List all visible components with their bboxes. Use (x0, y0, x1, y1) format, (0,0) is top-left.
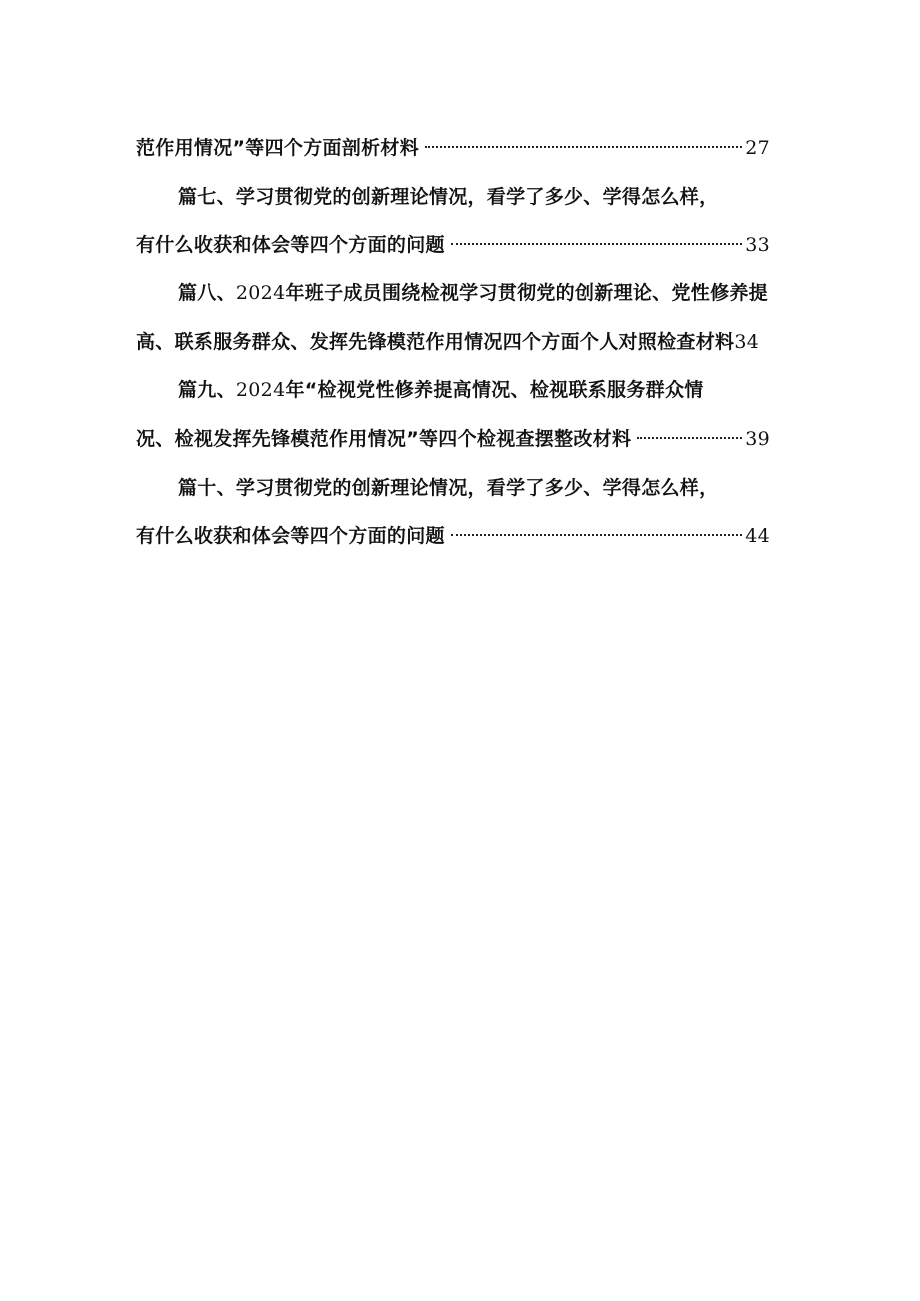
toc-entry-text: 篇七、学习贯彻党的创新理论情况，看学了多少、学得怎么样， (178, 186, 719, 208)
toc-entry-8-title-line[interactable] (178, 277, 792, 309)
toc-page-number: 33 (745, 234, 770, 256)
toc-entry-prefix: 篇八、 (178, 282, 236, 304)
toc-entry-9-continuation-line[interactable] (136, 423, 770, 455)
toc-page-number: 34 (734, 331, 760, 353)
dot-leader (637, 437, 742, 439)
toc-entry-10-title-line[interactable] (178, 472, 792, 504)
toc-entry-text: 有什么收获和体会等四个方面的问题 (136, 525, 445, 547)
toc-entry-7-continuation-line[interactable] (136, 229, 770, 261)
toc-entry-continuation-line[interactable] (136, 132, 770, 164)
toc-entry-text (178, 374, 704, 406)
toc-entry-text: 范作用情况”等四个方面剖析材料 (136, 137, 419, 159)
dot-leader (451, 243, 742, 245)
toc-entry-8-continuation-line[interactable] (136, 326, 790, 358)
toc-page-number: 39 (745, 428, 770, 450)
toc-entry-rest: 年班子成员围绕检视学习贯彻党的创新理论、党性修养提 (285, 282, 768, 304)
toc-entry-year: 2024 (235, 379, 286, 401)
toc-entry-rest: 年“检视党性修养提高情况、检视联系服务群众情 (285, 379, 704, 401)
toc-page-number: 27 (745, 137, 770, 159)
toc-entry-prefix: 篇九、 (178, 379, 236, 401)
toc-entry-text: 有什么收获和体会等四个方面的问题 (136, 234, 445, 256)
toc-page-number: 44 (745, 525, 770, 547)
toc-entry-7-title-line[interactable] (178, 181, 792, 213)
toc-entry-text: 篇十、学习贯彻党的创新理论情况，看学了多少、学得怎么样， (178, 477, 719, 499)
toc-entry-year: 2024 (235, 282, 286, 304)
toc-entry-text (178, 277, 768, 309)
dot-leader (451, 534, 742, 536)
toc-entry-text: 况、检视发挥先锋模范作用情况”等四个检视查摆整改材料 (136, 428, 632, 450)
dot-leader (425, 146, 742, 148)
toc-entry-9-title-line[interactable] (178, 374, 792, 406)
toc-entry-10-continuation-line[interactable] (136, 520, 770, 552)
toc-entry-text: 高、联系服务群众、发挥先锋模范作用情况四个方面个人对照检查材料 (136, 331, 735, 353)
